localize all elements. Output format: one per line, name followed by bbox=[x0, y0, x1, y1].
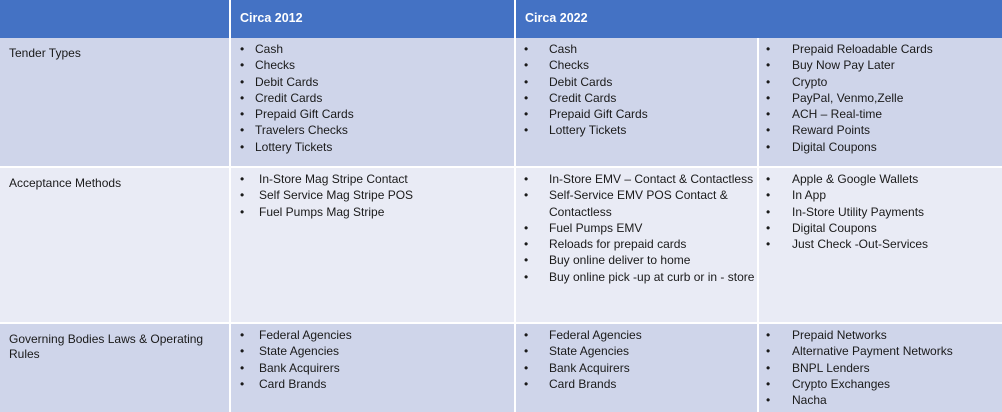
header-cell-circa-2012: Circa 2012 bbox=[240, 11, 303, 25]
cell-circa-2022-right bbox=[759, 38, 1002, 166]
list-item-text: Self-Service EMV POS Contact & Contactless bbox=[549, 188, 728, 219]
list-item bbox=[759, 360, 1002, 376]
list-item-text: Card Brands bbox=[549, 376, 617, 391]
bullet-icon: • bbox=[240, 139, 245, 154]
list-item-text: Self Service Mag Stripe POS bbox=[259, 188, 414, 203]
cell-circa-2022-left bbox=[516, 38, 757, 166]
list-item-text: Fuel Pumps Mag Stripe bbox=[259, 204, 385, 219]
list-item bbox=[516, 376, 757, 392]
list-item bbox=[759, 204, 1002, 220]
list-item bbox=[759, 90, 1002, 106]
list-item bbox=[231, 41, 514, 57]
bullet-icon: • bbox=[524, 220, 529, 235]
list-item-text: In App bbox=[792, 188, 827, 203]
bullet-icon: • bbox=[524, 123, 529, 138]
list-item-text: Bank Acquirers bbox=[549, 360, 630, 375]
bullet-icon: • bbox=[766, 393, 771, 408]
list-item-text: Travelers Checks bbox=[255, 123, 348, 138]
list-item bbox=[759, 122, 1002, 138]
header-cell-circa-2022: Circa 2022 bbox=[525, 11, 588, 25]
bullet-icon: • bbox=[766, 328, 771, 342]
list-item-text: Buy online pick -up at curb or in - store bbox=[549, 269, 755, 284]
list-item bbox=[231, 122, 514, 138]
list-item bbox=[231, 106, 514, 122]
bullet-icon: • bbox=[524, 172, 529, 186]
list-item bbox=[516, 90, 757, 106]
list-item bbox=[231, 360, 514, 376]
bullet-icon: • bbox=[766, 204, 771, 219]
list-item-text: Alternative Payment Networks bbox=[792, 344, 953, 359]
bullet-icon: • bbox=[240, 123, 245, 138]
bullet-icon: • bbox=[766, 188, 771, 203]
list-item-text: Bank Acquirers bbox=[259, 360, 340, 375]
list-item bbox=[759, 106, 1002, 122]
bullet-icon: • bbox=[766, 74, 771, 89]
list-item bbox=[759, 327, 1002, 343]
bullet-icon: • bbox=[766, 237, 771, 252]
list-item-text: Cash bbox=[549, 42, 578, 56]
bullet-icon: • bbox=[766, 376, 771, 391]
bullet-icon: • bbox=[766, 139, 771, 154]
bullet-icon: • bbox=[766, 344, 771, 359]
list-item-text: Digital Coupons bbox=[792, 220, 877, 235]
list-item bbox=[759, 41, 1002, 57]
bullet-icon: • bbox=[524, 90, 529, 105]
bullet-icon: • bbox=[524, 74, 529, 89]
bullet-icon: • bbox=[240, 344, 245, 359]
list-item bbox=[231, 204, 514, 220]
list-item bbox=[231, 187, 514, 203]
list-item-text: Just Check -Out-Services bbox=[792, 237, 929, 252]
bullet-icon: • bbox=[240, 90, 245, 105]
list-item bbox=[516, 187, 757, 220]
list-item bbox=[231, 327, 514, 343]
cell-circa-2022-right bbox=[759, 168, 1002, 322]
list-item-text: In-Store Utility Payments bbox=[792, 204, 925, 219]
list-item-text: Buy Now Pay Later bbox=[792, 58, 895, 73]
row-label: Tender Types bbox=[9, 46, 81, 60]
list-item bbox=[759, 187, 1002, 203]
list-item bbox=[231, 57, 514, 73]
list-item-text: Lottery Tickets bbox=[255, 139, 333, 154]
bullet-icon: • bbox=[524, 42, 529, 56]
list-item-text: Prepaid Gift Cards bbox=[549, 107, 648, 122]
bullet-icon: • bbox=[524, 58, 529, 73]
bullet-icon: • bbox=[240, 172, 245, 186]
list-item bbox=[516, 74, 757, 90]
list-item-text: State Agencies bbox=[259, 344, 340, 359]
list-item bbox=[759, 343, 1002, 359]
list-item-text: Debit Cards bbox=[549, 74, 613, 89]
bullet-icon: • bbox=[766, 172, 771, 186]
list-item bbox=[516, 360, 757, 376]
list-item bbox=[231, 139, 514, 155]
list-item-text: Buy online deliver to home bbox=[549, 253, 691, 268]
list-item-text: In-Store Mag Stripe Contact bbox=[259, 172, 408, 186]
list-item-text: In-Store EMV – Contact & Contactless bbox=[549, 172, 754, 186]
list-item-text: Checks bbox=[549, 58, 590, 73]
table-row-governing-bodies bbox=[0, 324, 1002, 412]
list-item-text: Lottery Tickets bbox=[549, 123, 627, 138]
bullet-icon: • bbox=[240, 42, 245, 56]
cell-circa-2022-left bbox=[516, 324, 757, 412]
bullet-icon: • bbox=[524, 188, 529, 203]
cell-circa-2012 bbox=[231, 324, 514, 412]
list-item bbox=[759, 220, 1002, 236]
list-item-text: Credit Cards bbox=[549, 90, 617, 105]
bullet-icon: • bbox=[240, 188, 245, 203]
bullet-icon: • bbox=[240, 107, 245, 122]
list-item-text: Reloads for prepaid cards bbox=[549, 237, 687, 252]
bullet-icon: • bbox=[766, 42, 771, 56]
list-item-text: Nacha bbox=[792, 393, 827, 408]
list-item-text: State Agencies bbox=[549, 344, 630, 359]
list-item bbox=[231, 376, 514, 392]
list-item-text: ACH – Real-time bbox=[792, 107, 883, 122]
cell-circa-2012 bbox=[231, 38, 514, 166]
bullet-icon: • bbox=[524, 360, 529, 375]
header-cell-empty bbox=[0, 0, 229, 38]
bullet-icon: • bbox=[524, 107, 529, 122]
list-item bbox=[759, 376, 1002, 392]
list-item-text: Prepaid Networks bbox=[792, 328, 887, 342]
list-item bbox=[231, 74, 514, 90]
bullet-icon: • bbox=[766, 123, 771, 138]
bullet-icon: • bbox=[766, 90, 771, 105]
list-item-text: Cash bbox=[255, 42, 284, 56]
list-item-text: Checks bbox=[255, 58, 296, 73]
list-item-text: Crypto bbox=[792, 74, 828, 89]
cell-circa-2012 bbox=[231, 168, 514, 322]
bullet-icon: • bbox=[766, 360, 771, 375]
list-item bbox=[516, 269, 757, 285]
list-item bbox=[516, 343, 757, 359]
list-item bbox=[759, 74, 1002, 90]
bullet-icon: • bbox=[240, 204, 245, 219]
list-item-text: Federal Agencies bbox=[549, 328, 642, 342]
list-item-text: Federal Agencies bbox=[259, 328, 352, 342]
cell-circa-2022-right bbox=[759, 324, 1002, 412]
list-item bbox=[516, 122, 757, 138]
cell-circa-2022-left bbox=[516, 168, 757, 322]
bullet-icon: • bbox=[766, 220, 771, 235]
list-item-text: Prepaid Gift Cards bbox=[255, 107, 354, 122]
list-item-text: Card Brands bbox=[259, 376, 327, 391]
list-item-text: PayPal, Venmo,Zelle bbox=[792, 90, 904, 105]
list-item bbox=[231, 90, 514, 106]
list-item bbox=[759, 236, 1002, 252]
list-item bbox=[231, 343, 514, 359]
bullet-icon: • bbox=[240, 328, 245, 342]
list-item-text: Digital Coupons bbox=[792, 139, 877, 154]
list-item bbox=[759, 139, 1002, 155]
bullet-icon: • bbox=[524, 269, 529, 284]
list-item bbox=[516, 327, 757, 343]
list-item bbox=[516, 57, 757, 73]
bullet-icon: • bbox=[524, 376, 529, 391]
list-item-text: Debit Cards bbox=[255, 74, 319, 89]
list-item bbox=[516, 236, 757, 252]
row-label: Governing Bodies Laws & Operating Rules bbox=[9, 332, 204, 361]
list-item-text: Credit Cards bbox=[255, 90, 323, 105]
list-item bbox=[759, 57, 1002, 73]
row-label: Acceptance Methods bbox=[9, 176, 122, 190]
list-item bbox=[516, 41, 757, 57]
list-item-text: Reward Points bbox=[792, 123, 871, 138]
list-item bbox=[759, 392, 1002, 408]
bullet-icon: • bbox=[524, 237, 529, 252]
bullet-icon: • bbox=[766, 107, 771, 122]
list-item bbox=[516, 171, 757, 187]
list-item-text: Prepaid Reloadable Cards bbox=[792, 42, 933, 56]
bullet-icon: • bbox=[524, 344, 529, 359]
list-item-text: Apple & Google Wallets bbox=[792, 172, 919, 186]
table-header-row bbox=[0, 0, 1002, 38]
list-item bbox=[516, 106, 757, 122]
bullet-icon: • bbox=[524, 328, 529, 342]
list-item-text: Fuel Pumps EMV bbox=[549, 220, 643, 235]
list-item-text: Crypto Exchanges bbox=[792, 376, 891, 391]
list-item bbox=[231, 171, 514, 187]
bullet-icon: • bbox=[240, 360, 245, 375]
bullet-icon: • bbox=[240, 376, 245, 391]
list-item bbox=[516, 252, 757, 268]
bullet-icon: • bbox=[766, 58, 771, 73]
bullet-icon: • bbox=[240, 58, 245, 73]
list-item-text: BNPL Lenders bbox=[792, 360, 870, 375]
table-row-acceptance-methods bbox=[0, 168, 1002, 322]
list-item bbox=[759, 171, 1002, 187]
table-row-tender-types bbox=[0, 38, 1002, 166]
bullet-icon: • bbox=[524, 253, 529, 268]
bullet-icon: • bbox=[240, 74, 245, 89]
list-item bbox=[516, 220, 757, 236]
